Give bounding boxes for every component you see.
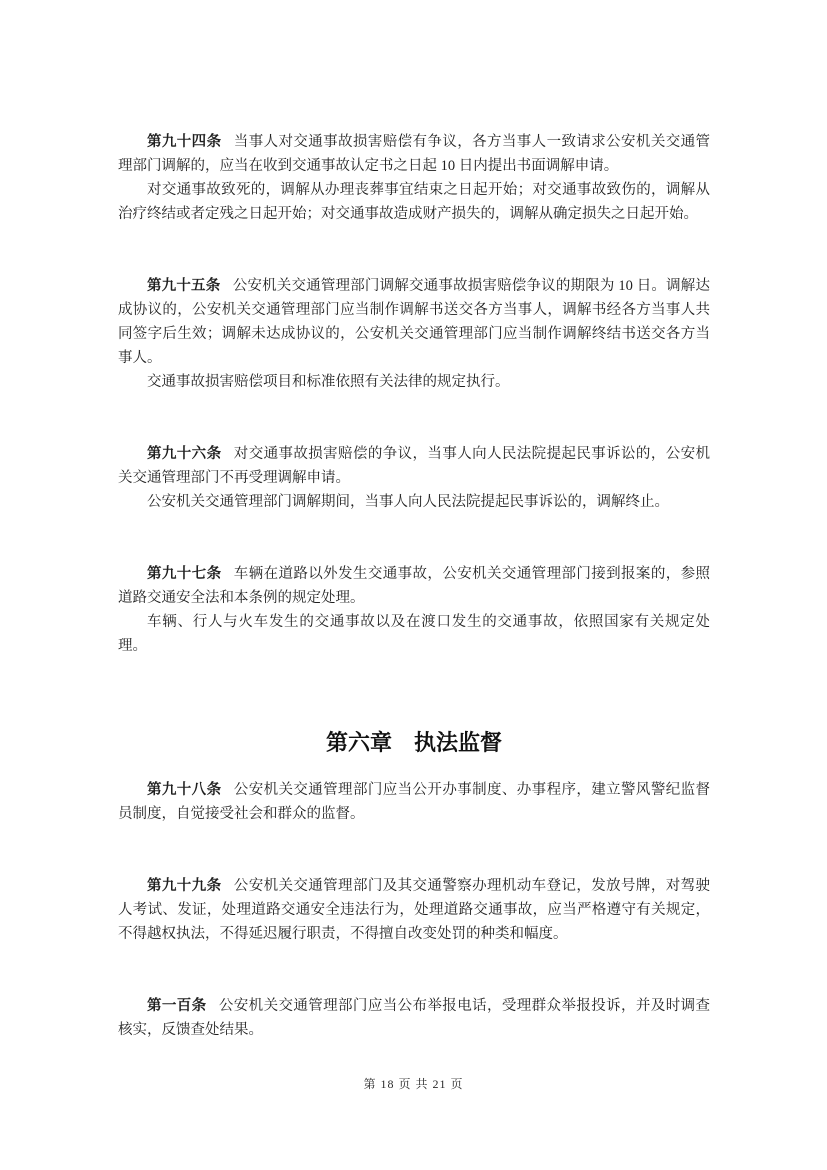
article-99 (118, 874, 710, 946)
article-95 (118, 274, 710, 394)
article-text: 当事人对交通事故损害赔偿有争议，各方当事人一致请求公安机关交通管理部门调解的，应当在收到交通事故认定书之日起 10 日内提出书面调解申请。 (118, 134, 711, 174)
article-first-paragraph (118, 778, 710, 826)
article-number-label: 第九十九条 (147, 878, 222, 894)
article-text: 公安机关交通管理部门及其交通警察办理机动车登记，发放号牌，对驾驶人考试、发证，处理道路交通安全违法行为，处理道路交通事故，应当严格遵守有关规定，不得越权执法，不得延迟履行职责，不得擅自改变处罚的种类和幅度。 (118, 878, 711, 942)
article-paragraph: 公安机关交通管理部门调解期间，当事人向人民法院提起民事诉讼的，调解终止。 (147, 494, 669, 510)
chapter-heading: 第六章 执法监督 (325, 730, 502, 755)
article-text: 对交通事故损害赔偿的争议，当事人向人民法院提起民事诉讼的，公安机关交通管理部门不再受理调解申请。 (118, 446, 711, 486)
article-98 (118, 778, 710, 826)
article-97 (118, 562, 710, 658)
article-text: 公安机关交通管理部门调解交通事故损害赔偿争议的期限为 10 日。调解达成协议的，公安机关交通管理部门应当制作调解书送交各方当事人，调解书经各方当事人共同签字后生效；调解未达成协议的，公安机关交通管理部门应当制作调解终结书送交各方当事人。 (118, 278, 710, 366)
article-first-paragraph (118, 274, 710, 370)
article-text: 公安机关交通管理部门应当公布举报电话，受理群众举报投诉，并及时调查核实，反馈查处结果。 (118, 998, 710, 1038)
article-text: 公安机关交通管理部门应当公开办事制度、办事程序，建立警风警纪监督员制度，自觉接受社会和群众的监督。 (118, 782, 711, 822)
article-first-paragraph (118, 442, 710, 490)
article-100 (118, 994, 710, 1042)
article-number-label: 第九十五条 (147, 278, 221, 294)
article-number-label: 第九十四条 (147, 134, 222, 150)
article-first-paragraph (118, 130, 710, 178)
article-first-paragraph (118, 562, 710, 610)
article-number-label: 第九十六条 (147, 446, 222, 462)
article-94 (118, 130, 710, 226)
article-text: 车辆在道路以外发生交通事故，公安机关交通管理部门接到报案的，参照道路交通安全法和本条例的规定处理。 (118, 566, 711, 606)
article-paragraph: 车辆、行人与火车发生的交通事故以及在渡口发生的交通事故，依照国家有关规定处理。 (118, 614, 710, 654)
page-number-indicator: 第 18 页 共 21 页 (363, 1077, 464, 1091)
article-first-paragraph (118, 874, 710, 946)
article-paragraph: 交通事故损害赔偿项目和标准依照有关法律的规定执行。 (147, 374, 510, 390)
article-first-paragraph (118, 994, 710, 1042)
article-96 (118, 442, 710, 514)
article-number-label: 第一百条 (147, 998, 207, 1014)
article-number-label: 第九十八条 (147, 782, 222, 798)
article-number-label: 第九十七条 (147, 566, 222, 582)
article-paragraph: 对交通事故致死的，调解从办理丧葬事宜结束之日起开始；对交通事故致伤的，调解从治疗终结或者定残之日起开始；对交通事故造成财产损失的，调解从确定损失之日起开始。 (118, 182, 710, 222)
